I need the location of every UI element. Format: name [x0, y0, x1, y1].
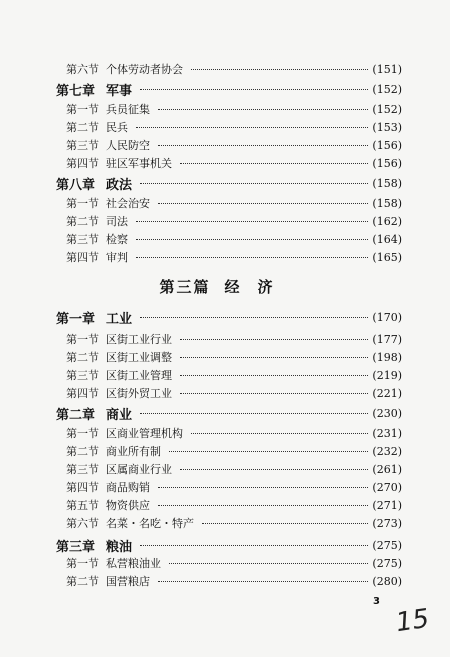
toc-entry-title: 商业: [106, 407, 133, 423]
toc-entry-label: [66, 443, 161, 459]
toc-section-row: [0, 442, 450, 460]
dot-leader: [136, 127, 368, 128]
dot-leader: [180, 339, 368, 340]
toc-entry-label: [66, 515, 194, 531]
toc-chapter-row: [0, 308, 450, 326]
toc-entry-label: [66, 461, 172, 477]
toc-section-row: [0, 460, 450, 478]
dot-leader: [158, 487, 368, 488]
toc-entry-label: [66, 497, 150, 513]
toc-entry-label: [66, 195, 150, 211]
toc-entry-title: 物资供应: [106, 499, 150, 512]
toc-entry-label: [56, 536, 132, 555]
toc-entry-label: [66, 367, 172, 383]
toc-entry-title: 区街外贸工业: [106, 387, 172, 400]
toc-entry-page: (153): [372, 120, 402, 134]
toc-entry-number: 第三节: [66, 233, 99, 246]
toc-entry-title: 私营粮油业: [106, 557, 161, 570]
dot-leader: [140, 89, 368, 90]
toc-entry-label: [66, 101, 150, 117]
dot-leader: [180, 469, 368, 470]
toc-entry-number: 第三章: [56, 539, 96, 555]
toc-entry-label: [56, 308, 132, 327]
dot-leader: [169, 563, 368, 564]
toc-entry-label: [66, 349, 172, 365]
toc-entry-page: (152): [372, 102, 402, 116]
toc-section-row: [0, 496, 450, 514]
toc-chapter-row: [0, 80, 450, 98]
toc-entry-title: 人民防空: [106, 139, 150, 152]
dot-leader: [140, 413, 368, 414]
toc-entry-title: 商品购销: [106, 481, 150, 494]
toc-entry-page: (230): [372, 406, 402, 420]
toc-entry-page: (231): [372, 426, 402, 440]
dot-leader: [136, 221, 368, 222]
toc-entry-title: 驻区军事机关: [106, 157, 172, 170]
toc-section-row: [0, 384, 450, 402]
toc-entry-number: 第四节: [66, 251, 99, 264]
toc-entry-number: 第二节: [66, 445, 99, 458]
toc-entry-page: (221): [372, 386, 402, 400]
toc-section-row: [0, 60, 450, 78]
toc-entry-label: [66, 249, 128, 265]
toc-entry-number: 第二节: [66, 215, 99, 228]
dot-leader: [191, 433, 368, 434]
dot-leader: [191, 69, 368, 70]
toc-section-row: [0, 230, 450, 248]
toc-entry-page: (280): [372, 574, 402, 588]
toc-entry-page: (158): [372, 176, 402, 190]
toc-chapter-row: [0, 536, 450, 554]
dot-leader: [140, 317, 368, 318]
toc-entry-number: 第四节: [66, 481, 99, 494]
toc-entry-page: (156): [372, 138, 402, 152]
toc-entry-page: (270): [372, 480, 402, 494]
toc-entry-label: [66, 213, 128, 229]
toc-section-row: [0, 572, 450, 590]
toc-section-row: [0, 330, 450, 348]
toc-entry-page: (170): [372, 310, 402, 324]
toc-entry-title: 名菜・名吃・特产: [106, 517, 194, 530]
toc-chapter-row: [0, 174, 450, 192]
toc-entry-page: (271): [372, 498, 402, 512]
toc-entry-title: 民兵: [106, 121, 128, 134]
toc-section-row: [0, 424, 450, 442]
toc-entry-title: 司法: [106, 215, 128, 228]
toc-entry-number: 第七章: [56, 83, 96, 99]
toc-entry-page: (275): [372, 538, 402, 552]
toc-entry-number: 第一节: [66, 427, 99, 440]
toc-entry-title: 区街工业调整: [106, 351, 172, 364]
toc-entry-label: [56, 404, 132, 423]
dot-leader: [158, 203, 368, 204]
dot-leader: [158, 109, 368, 110]
toc-entry-label: [56, 174, 132, 193]
toc-entry-title: 军事: [106, 83, 133, 99]
toc-entry-title: 检察: [106, 233, 128, 246]
toc-entry-number: 第四节: [66, 157, 99, 170]
toc-entry-title: 区街工业管理: [106, 369, 172, 382]
dot-leader: [202, 523, 368, 524]
toc-entry-title: 社会治安: [106, 197, 150, 210]
toc-entry-label: [66, 119, 128, 135]
dot-leader: [136, 239, 368, 240]
toc-entry-title: 商业所有制: [106, 445, 161, 458]
part-title: 经济: [224, 278, 291, 296]
toc-entry-label: [66, 425, 183, 441]
dot-leader: [136, 257, 368, 258]
toc-entry-number: 第二节: [66, 351, 99, 364]
toc-entry-number: 第六节: [66, 63, 99, 76]
toc-entry-number: 第一节: [66, 197, 99, 210]
dot-leader: [140, 183, 368, 184]
toc-entry-title: 审判: [106, 251, 128, 264]
toc-entry-label: [66, 155, 172, 171]
toc-entry-number: 第一节: [66, 103, 99, 116]
toc-entry-number: 第二节: [66, 575, 99, 588]
dot-leader: [158, 505, 368, 506]
toc-entry-number: 第一节: [66, 557, 99, 570]
toc-entry-number: 第一节: [66, 333, 99, 346]
dot-leader: [180, 357, 368, 358]
toc-entry-page: (219): [372, 368, 402, 382]
toc-entry-page: (273): [372, 516, 402, 530]
toc-entry-number: 第五节: [66, 499, 99, 512]
toc-section-row: [0, 554, 450, 572]
toc-entry-title: 粮油: [106, 539, 133, 555]
toc-entry-number: 第三节: [66, 139, 99, 152]
toc-entry-title: 区属商业行业: [106, 463, 172, 476]
toc-section-row: [0, 212, 450, 230]
toc-entry-label: [56, 80, 132, 99]
toc-entry-label: [66, 555, 161, 571]
toc-entry-page: (177): [372, 332, 402, 346]
toc-entry-page: (152): [372, 82, 402, 96]
toc-entry-label: [66, 231, 128, 247]
toc-entry-number: 第三节: [66, 463, 99, 476]
dot-leader: [180, 375, 368, 376]
toc-section-row: [0, 136, 450, 154]
toc-entry-label: [66, 331, 172, 347]
dot-leader: [180, 163, 368, 164]
toc-entry-number: 第三节: [66, 369, 99, 382]
toc-entry-title: 政法: [106, 177, 133, 193]
toc-entry-title: 个体劳动者协会: [106, 63, 183, 76]
toc-entry-label: [66, 479, 150, 495]
toc-entry-title: 工业: [106, 311, 133, 327]
toc-entry-label: [66, 573, 150, 589]
toc-entry-page: (165): [372, 250, 402, 264]
toc-entry-page: (156): [372, 156, 402, 170]
toc-entry-number: 第四节: [66, 387, 99, 400]
toc-entry-number: 第八章: [56, 177, 96, 193]
toc-chapter-row: [0, 404, 450, 422]
toc-section-row: [0, 100, 450, 118]
toc-section-row: [0, 118, 450, 136]
dot-leader: [169, 451, 368, 452]
toc-entry-page: (232): [372, 444, 402, 458]
page-folio: 3: [373, 596, 380, 607]
toc-entry-label: [66, 385, 172, 401]
toc-entry-number: 第二章: [56, 407, 96, 423]
toc-entry-label: [66, 137, 150, 153]
toc-entry-number: 第一章: [56, 311, 96, 327]
toc-section-row: [0, 478, 450, 496]
toc-entry-page: (151): [372, 62, 402, 76]
toc-section-row: [0, 194, 450, 212]
handwritten-page-mark: 15: [394, 603, 432, 639]
toc-entry-label: [66, 61, 183, 77]
toc-section-row: [0, 366, 450, 384]
part-number: 第三篇: [159, 278, 211, 296]
part-heading: [0, 276, 450, 297]
toc-entry-page: (275): [372, 556, 402, 570]
toc-entry-page: (164): [372, 232, 402, 246]
toc-entry-title: 区商业管理机构: [106, 427, 183, 440]
toc-entry-number: 第六节: [66, 517, 99, 530]
dot-leader: [158, 581, 368, 582]
toc-entry-page: (261): [372, 462, 402, 476]
dot-leader: [180, 393, 368, 394]
toc-entry-page: (162): [372, 214, 402, 228]
dot-leader: [158, 145, 368, 146]
toc-section-row: [0, 154, 450, 172]
toc-section-row: [0, 348, 450, 366]
toc-entry-number: 第二节: [66, 121, 99, 134]
toc-entry-title: 国营粮店: [106, 575, 150, 588]
toc-entry-title: 区街工业行业: [106, 333, 172, 346]
toc-section-row: [0, 248, 450, 266]
toc-entry-page: (158): [372, 196, 402, 210]
toc-section-row: [0, 514, 450, 532]
dot-leader: [140, 545, 368, 546]
toc-entry-page: (198): [372, 350, 402, 364]
toc-entry-title: 兵员征集: [106, 103, 150, 116]
